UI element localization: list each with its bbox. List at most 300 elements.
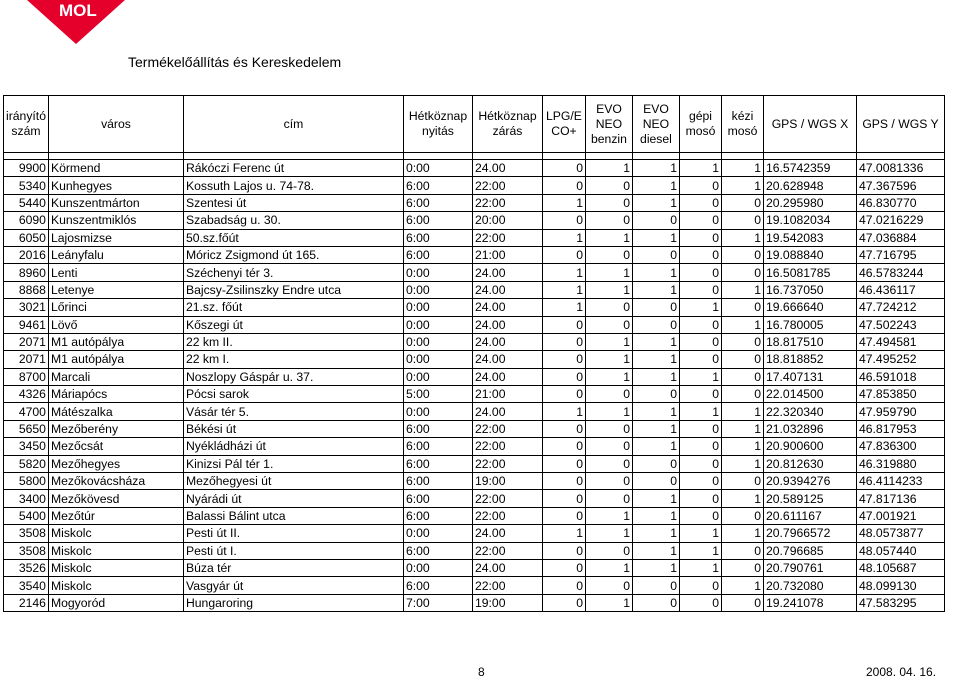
table-cell: 2071: [4, 333, 49, 350]
table-row: [4, 403, 945, 420]
table-cell: 48.099130: [856, 577, 944, 594]
table-cell: 21:00: [472, 386, 542, 403]
table-cell: 1: [585, 368, 632, 385]
column-header: GPS / WGS X: [763, 96, 856, 153]
table-cell: 46.319880: [856, 455, 944, 472]
table-cell: 0: [721, 542, 763, 559]
table-cell: 0: [585, 438, 632, 455]
table-cell: 0: [679, 490, 721, 507]
table-cell: 47.583295: [856, 594, 944, 611]
table-cell: 0: [632, 473, 679, 490]
table-cell: 1: [632, 368, 679, 385]
table-cell: 1: [585, 351, 632, 368]
table-cell: 1: [632, 507, 679, 524]
table-cell: 3540: [4, 577, 49, 594]
table-cell: 1: [679, 299, 721, 316]
table-cell: Lajosmizse: [48, 229, 183, 246]
table-cell: 0:00: [403, 403, 472, 420]
table-cell: 0: [585, 194, 632, 211]
table-cell: 22 km II.: [183, 333, 403, 350]
table-cell: 1: [679, 160, 721, 177]
table-cell: 20.295980: [763, 194, 856, 211]
table-cell: 24.00: [472, 281, 542, 298]
table-cell: Miskolc: [48, 577, 183, 594]
table-cell: 3526: [4, 559, 49, 576]
table-cell: M1 autópálya: [48, 351, 183, 368]
table-cell: 24.00: [472, 351, 542, 368]
table-cell: 4326: [4, 386, 49, 403]
table-cell: 2146: [4, 594, 49, 611]
table-cell: 6:00: [403, 246, 472, 263]
table-row: [4, 351, 945, 368]
table-cell: 50.sz.főút: [183, 229, 403, 246]
table-cell: 1: [632, 229, 679, 246]
table-cell: 47.001921: [856, 507, 944, 524]
table-cell: 0: [585, 577, 632, 594]
table-cell: Bajcsy-Zsilinszky Endre utca: [183, 281, 403, 298]
table-cell: 6:00: [403, 473, 472, 490]
table-cell: 0: [542, 542, 585, 559]
table-cell: Mezőkövesd: [48, 490, 183, 507]
table-cell: 0: [721, 351, 763, 368]
table-cell: 24.00: [472, 559, 542, 576]
table-cell: 19.666640: [763, 299, 856, 316]
table-cell: 0: [632, 455, 679, 472]
table-cell: 0: [585, 316, 632, 333]
table-cell: 1: [632, 525, 679, 542]
table-cell: 1: [542, 525, 585, 542]
table-cell: 24.00: [472, 299, 542, 316]
table-cell: Hungaroring: [183, 594, 403, 611]
table-cell: 6090: [4, 212, 49, 229]
table-cell: 0: [679, 333, 721, 350]
table-cell: 24.00: [472, 525, 542, 542]
company-name: Termékelőállítás és Kereskedelem: [128, 54, 342, 70]
table-cell: 24.00: [472, 333, 542, 350]
table-cell: 1: [721, 455, 763, 472]
table-cell: 19:00: [472, 594, 542, 611]
table-cell: Miskolc: [48, 542, 183, 559]
column-header: kézi mosó: [721, 96, 763, 153]
table-cell: Mátészalka: [48, 403, 183, 420]
table-cell: 0: [632, 577, 679, 594]
table-cell: 0: [542, 177, 585, 194]
table-cell: 0: [542, 507, 585, 524]
table-row: [4, 194, 945, 211]
table-cell: 0: [679, 194, 721, 211]
table-cell: 7:00: [403, 594, 472, 611]
table-row: [4, 490, 945, 507]
table-row: [4, 212, 945, 229]
table-cell: 8960: [4, 264, 49, 281]
table-cell: 8868: [4, 281, 49, 298]
table-cell: 19:00: [472, 473, 542, 490]
table-cell: Móricz Zsigmond út 165.: [183, 246, 403, 263]
table-cell: 0: [585, 386, 632, 403]
table-cell: 0: [542, 386, 585, 403]
table-cell: 1: [542, 403, 585, 420]
table-cell: 1: [542, 299, 585, 316]
table-cell: 6:00: [403, 438, 472, 455]
table-cell: 0: [542, 316, 585, 333]
column-header: LPG/E CO+: [542, 96, 585, 153]
column-header: GPS / WGS Y: [856, 96, 944, 153]
table-cell: 6:00: [403, 177, 472, 194]
table-cell: 48.0573877: [856, 525, 944, 542]
table-cell: 1: [585, 594, 632, 611]
table-row: [4, 559, 945, 576]
table-cell: 48.057440: [856, 542, 944, 559]
table-cell: 22.320340: [763, 403, 856, 420]
table-row: [4, 246, 945, 263]
table-cell: 8700: [4, 368, 49, 385]
table-cell: 1: [585, 559, 632, 576]
table-row: [4, 473, 945, 490]
table-cell: 20.900600: [763, 438, 856, 455]
column-header: irányító szám: [4, 96, 49, 153]
table-cell: 47.036884: [856, 229, 944, 246]
table-cell: 1: [721, 403, 763, 420]
table-cell: 0: [721, 594, 763, 611]
table-cell: 6050: [4, 229, 49, 246]
table-cell: Lövő: [48, 316, 183, 333]
table-cell: 47.0216229: [856, 212, 944, 229]
table-row: [4, 333, 945, 350]
mol-logo: [0, 0, 125, 44]
table-cell: 0: [542, 594, 585, 611]
table-cell: 47.502243: [856, 316, 944, 333]
table-cell: Széchenyi tér 3.: [183, 264, 403, 281]
table-cell: 0: [585, 299, 632, 316]
table-cell: 9900: [4, 160, 49, 177]
table-cell: 19.241078: [763, 594, 856, 611]
table-cell: 0: [632, 386, 679, 403]
table-cell: 0: [679, 473, 721, 490]
table-row: [4, 264, 945, 281]
table-cell: 9461: [4, 316, 49, 333]
table-cell: 1: [585, 403, 632, 420]
table-cell: Mezőhegyesi út: [183, 473, 403, 490]
table-cell: 0: [585, 490, 632, 507]
table-cell: 1: [542, 264, 585, 281]
table-cell: 0: [721, 333, 763, 350]
table-cell: 47.494581: [856, 333, 944, 350]
table-cell: 20.790761: [763, 559, 856, 576]
table-cell: 3450: [4, 438, 49, 455]
table-cell: 0: [679, 420, 721, 437]
table-cell: 47.0081336: [856, 160, 944, 177]
footer-date: 2008. 04. 16.: [866, 665, 937, 679]
table-cell: 20.812630: [763, 455, 856, 472]
table-row: [4, 420, 945, 437]
column-header: EVO NEO diesel: [632, 96, 679, 153]
table-cell: 1: [632, 177, 679, 194]
table-cell: 19.088840: [763, 246, 856, 263]
table-cell: 1: [632, 490, 679, 507]
table-cell: 0:00: [403, 525, 472, 542]
table-cell: 1: [632, 281, 679, 298]
table-cell: 1: [542, 229, 585, 246]
table-cell: 1: [632, 542, 679, 559]
table-cell: 47.836300: [856, 438, 944, 455]
table-cell: 0: [585, 542, 632, 559]
table-cell: 1: [585, 281, 632, 298]
table-cell: 0:00: [403, 368, 472, 385]
table-cell: 0: [542, 559, 585, 576]
table-cell: 0: [721, 368, 763, 385]
table-cell: Vásár tér 5.: [183, 403, 403, 420]
table-cell: 1: [679, 525, 721, 542]
table-cell: 20:00: [472, 212, 542, 229]
table-cell: 0: [542, 455, 585, 472]
column-header: Hétköznap nyitás: [403, 96, 472, 153]
table-cell: 0: [679, 229, 721, 246]
table-cell: Kőszegi út: [183, 316, 403, 333]
table-cell: Kunhegyes: [48, 177, 183, 194]
table-cell: 22.014500: [763, 386, 856, 403]
table-cell: 19.1082034: [763, 212, 856, 229]
table-cell: 0: [542, 368, 585, 385]
table-cell: 0: [542, 420, 585, 437]
table-cell: 0: [721, 246, 763, 263]
table-cell: 0: [585, 473, 632, 490]
table-cell: 1: [585, 160, 632, 177]
table-cell: 2071: [4, 351, 49, 368]
table-cell: 0: [542, 246, 585, 263]
table-cell: 0: [585, 246, 632, 263]
table-cell: 24.00: [472, 264, 542, 281]
table-cell: 0: [632, 316, 679, 333]
table-cell: 21.sz. főút: [183, 299, 403, 316]
table-cell: 21.032896: [763, 420, 856, 437]
table-cell: Békési út: [183, 420, 403, 437]
table-cell: 0:00: [403, 316, 472, 333]
table-cell: 6:00: [403, 542, 472, 559]
table-cell: 16.780005: [763, 316, 856, 333]
table-cell: 0: [679, 264, 721, 281]
table-cell: 6:00: [403, 507, 472, 524]
table-cell: Pócsi sarok: [183, 386, 403, 403]
table-cell: 1: [585, 229, 632, 246]
table-cell: 47.817136: [856, 490, 944, 507]
table-cell: Miskolc: [48, 559, 183, 576]
table-row: [4, 542, 945, 559]
table-cell: 1: [721, 160, 763, 177]
table-cell: 0: [721, 264, 763, 281]
table-cell: 0: [679, 281, 721, 298]
table-cell: 22:00: [472, 490, 542, 507]
table-cell: 0: [632, 212, 679, 229]
table-cell: 1: [542, 281, 585, 298]
table-cell: Noszlopy Gáspár u. 37.: [183, 368, 403, 385]
spacer-row: [4, 153, 945, 160]
table-cell: 5650: [4, 420, 49, 437]
table-row: [4, 438, 945, 455]
table-cell: 1: [632, 420, 679, 437]
table-cell: 1: [721, 420, 763, 437]
table-row: [4, 368, 945, 385]
table-cell: Máriapócs: [48, 386, 183, 403]
table-cell: 6:00: [403, 420, 472, 437]
table-cell: 0: [679, 594, 721, 611]
table-row: [4, 577, 945, 594]
table-cell: 48.105687: [856, 559, 944, 576]
table-cell: 1: [632, 194, 679, 211]
table-cell: 16.737050: [763, 281, 856, 298]
table-cell: 6:00: [403, 194, 472, 211]
table-cell: 5800: [4, 473, 49, 490]
table-cell: 1: [721, 490, 763, 507]
table-cell: 1: [632, 333, 679, 350]
table-cell: 20.9394276: [763, 473, 856, 490]
table-cell: 47.495252: [856, 351, 944, 368]
table-cell: 5440: [4, 194, 49, 211]
table-cell: 0: [585, 177, 632, 194]
table-cell: 0: [721, 212, 763, 229]
table-cell: 1: [679, 368, 721, 385]
table-cell: 46.817953: [856, 420, 944, 437]
table-cell: 20.732080: [763, 577, 856, 594]
table-cell: 16.5742359: [763, 160, 856, 177]
table-cell: Szabadság u. 30.: [183, 212, 403, 229]
table-cell: 1: [585, 264, 632, 281]
table-cell: Vasgyár út: [183, 577, 403, 594]
table-cell: 0: [721, 386, 763, 403]
table-row: [4, 455, 945, 472]
table-cell: 0:00: [403, 281, 472, 298]
table-cell: 1: [632, 264, 679, 281]
table-cell: 0: [632, 246, 679, 263]
table-cell: 0: [542, 577, 585, 594]
table-cell: 6:00: [403, 577, 472, 594]
table-cell: 0:00: [403, 160, 472, 177]
table-cell: Pesti út II.: [183, 525, 403, 542]
table-cell: 24.00: [472, 160, 542, 177]
column-header: Hétköznap zárás: [472, 96, 542, 153]
table-cell: 3400: [4, 490, 49, 507]
table-cell: Pesti út I.: [183, 542, 403, 559]
table-row: [4, 299, 945, 316]
page-number: 8: [478, 665, 485, 679]
table-cell: 0: [721, 507, 763, 524]
table-cell: 6:00: [403, 490, 472, 507]
column-header: EVO NEO benzin: [585, 96, 632, 153]
table-cell: 3508: [4, 542, 49, 559]
table-cell: 0: [679, 507, 721, 524]
table-cell: 0:00: [403, 559, 472, 576]
table-cell: 46.830770: [856, 194, 944, 211]
table-cell: 18.817510: [763, 333, 856, 350]
table-cell: Mezőcsát: [48, 438, 183, 455]
table-cell: 3508: [4, 525, 49, 542]
column-header: város: [48, 96, 183, 153]
table-cell: 5340: [4, 177, 49, 194]
table-cell: Letenye: [48, 281, 183, 298]
column-header: cím: [183, 96, 403, 153]
table-cell: 1: [721, 438, 763, 455]
table-cell: Mezőkovácsháza: [48, 473, 183, 490]
table-cell: Búza tér: [183, 559, 403, 576]
table-cell: 0: [542, 160, 585, 177]
table-cell: 47.724212: [856, 299, 944, 316]
table-cell: Mezőberény: [48, 420, 183, 437]
table-row: [4, 229, 945, 246]
table-cell: 6:00: [403, 455, 472, 472]
table-cell: 3021: [4, 299, 49, 316]
table-cell: 6:00: [403, 212, 472, 229]
table-cell: 22:00: [472, 438, 542, 455]
table-cell: 20.628948: [763, 177, 856, 194]
table-cell: 22 km I.: [183, 351, 403, 368]
table-cell: 0: [632, 594, 679, 611]
table-cell: Mezőhegyes: [48, 455, 183, 472]
table-cell: 46.5783244: [856, 264, 944, 281]
table-cell: 46.4114233: [856, 473, 944, 490]
table-cell: 0: [679, 455, 721, 472]
table-cell: 0:00: [403, 264, 472, 281]
table-cell: 22:00: [472, 455, 542, 472]
table-cell: 5400: [4, 507, 49, 524]
table-cell: 0: [542, 333, 585, 350]
table-cell: 1: [632, 160, 679, 177]
table-cell: 22:00: [472, 420, 542, 437]
table-cell: 1: [542, 194, 585, 211]
logo-text: MOL: [59, 1, 97, 20]
table-cell: 47.959790: [856, 403, 944, 420]
table-cell: 0:00: [403, 351, 472, 368]
table-cell: 1: [721, 525, 763, 542]
table-cell: 1: [585, 507, 632, 524]
table-cell: 47.853850: [856, 386, 944, 403]
table-cell: 0: [542, 212, 585, 229]
table-cell: 22:00: [472, 229, 542, 246]
table-cell: 1: [679, 559, 721, 576]
table-cell: 0:00: [403, 299, 472, 316]
table-cell: Marcali: [48, 368, 183, 385]
table-row: [4, 316, 945, 333]
table-cell: 0: [679, 351, 721, 368]
table-cell: 0: [679, 177, 721, 194]
table-cell: 22:00: [472, 542, 542, 559]
table-cell: 47.367596: [856, 177, 944, 194]
table-cell: 21:00: [472, 246, 542, 263]
table-cell: 0: [542, 473, 585, 490]
table-cell: 0: [585, 420, 632, 437]
table-cell: 5820: [4, 455, 49, 472]
table-cell: 24.00: [472, 403, 542, 420]
table-cell: 22:00: [472, 577, 542, 594]
table-cell: 0: [679, 212, 721, 229]
table-cell: Mogyoród: [48, 594, 183, 611]
table-row: [4, 594, 945, 611]
table-cell: 47.716795: [856, 246, 944, 263]
table-cell: Kinizsi Pál tér 1.: [183, 455, 403, 472]
table-row: [4, 160, 945, 177]
table-cell: 0: [721, 194, 763, 211]
table-cell: 1: [585, 525, 632, 542]
table-cell: 16.5081785: [763, 264, 856, 281]
table-cell: 46.436117: [856, 281, 944, 298]
table-cell: 4700: [4, 403, 49, 420]
table-cell: 6:00: [403, 229, 472, 246]
table-cell: Körmend: [48, 160, 183, 177]
table-cell: 1: [721, 281, 763, 298]
table-cell: 0: [721, 299, 763, 316]
table-cell: 22:00: [472, 194, 542, 211]
table-cell: Szentesi út: [183, 194, 403, 211]
table-cell: 1: [721, 577, 763, 594]
table-cell: 20.796685: [763, 542, 856, 559]
